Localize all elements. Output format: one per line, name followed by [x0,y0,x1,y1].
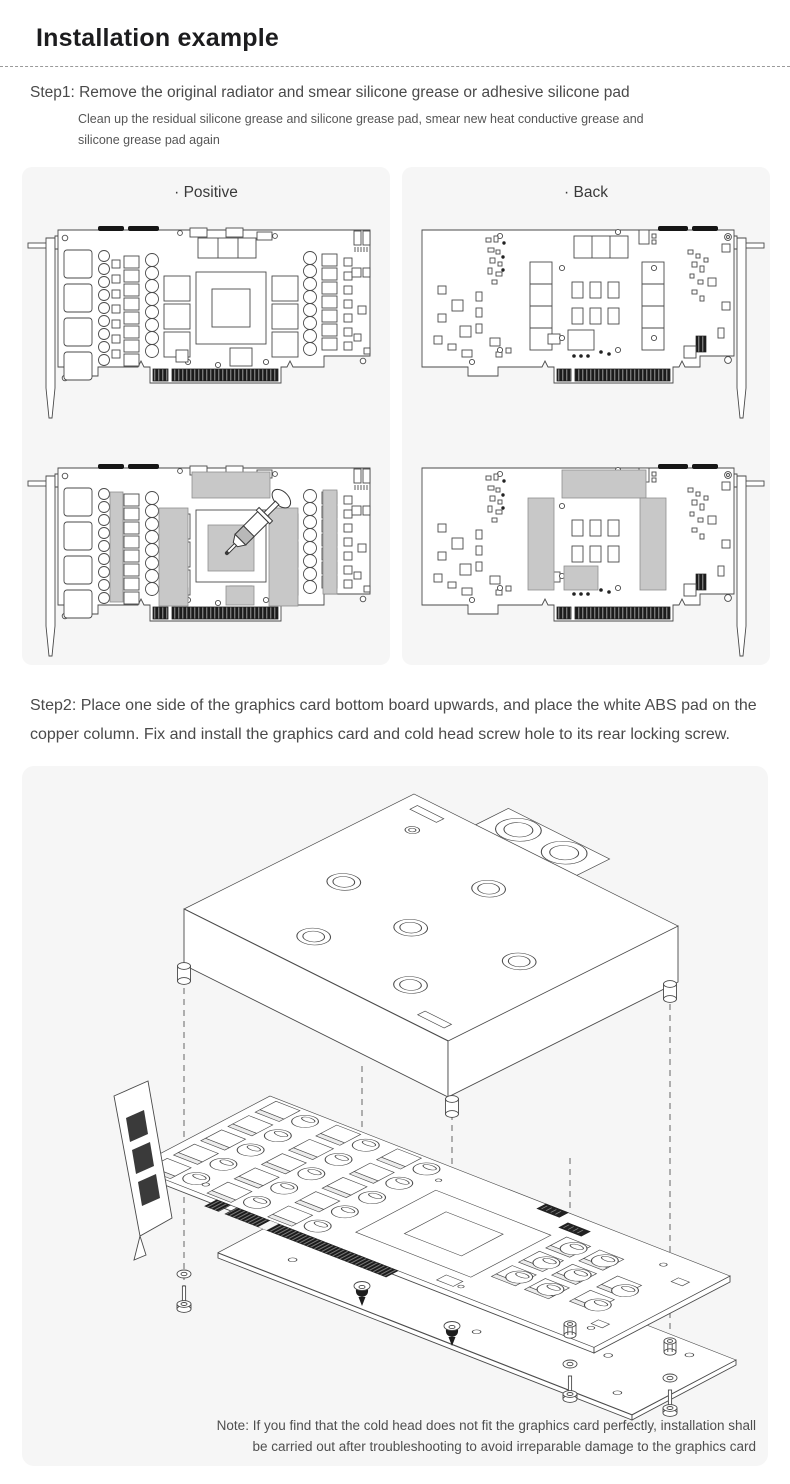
note-text [217,1415,756,1458]
positive-label: · Positive [174,183,238,201]
gpu-front-pads-drawing [22,448,390,660]
step1-detail-line2: silicone grease pad again [78,133,220,148]
exploded-view-drawing [22,766,768,1456]
card-view-gallery [22,167,790,665]
standoff-icon [664,980,677,1002]
gpu-back-drawing [402,210,770,422]
step2-text [30,691,776,750]
step2-line2: copper column. Fix and install the graphics card and cold head screw hole to its rear locking screw. [30,726,730,744]
standoff-nut-icon [564,1320,576,1337]
washer-icon [663,1374,677,1382]
io-bracket [114,1081,172,1260]
panel-positive [22,167,390,665]
step2-line1: Step2: Place one side of the graphics card bottom board upwards, and place the white ABS pad on the [30,696,757,714]
washer-icon [563,1360,577,1368]
gpu-front-drawing [22,210,390,422]
step1-detail [78,109,790,152]
standoff-icon [178,962,191,984]
standoff-nut-icon [664,1337,676,1354]
standoff-icon [446,1095,459,1117]
washer-icon [177,1270,191,1278]
installation-diagram-panel [22,766,768,1466]
step1-detail-line1: Clean up the residual silicone grease and silicone grease pad, smear new heat conductive grease and [78,112,644,126]
gpu-back-pads-drawing [402,448,770,660]
note-line1: Note: If you find that the cold head does not fit the graphics card perfectly, installation shall [216,1417,756,1433]
step1-heading: Step1: Remove the original radiator and smear silicone grease or adhesive silicone pad [30,84,630,101]
page-title: Installation example [36,24,279,52]
dashed-divider [0,66,790,67]
water-block-drawing [178,777,711,1117]
back-label: · Back [564,183,608,201]
note-line2: be carried out after troubleshooting to avoid irreparable damage to the graphics card [252,1439,756,1455]
screw-icon [177,1286,191,1312]
panel-back [402,167,770,665]
